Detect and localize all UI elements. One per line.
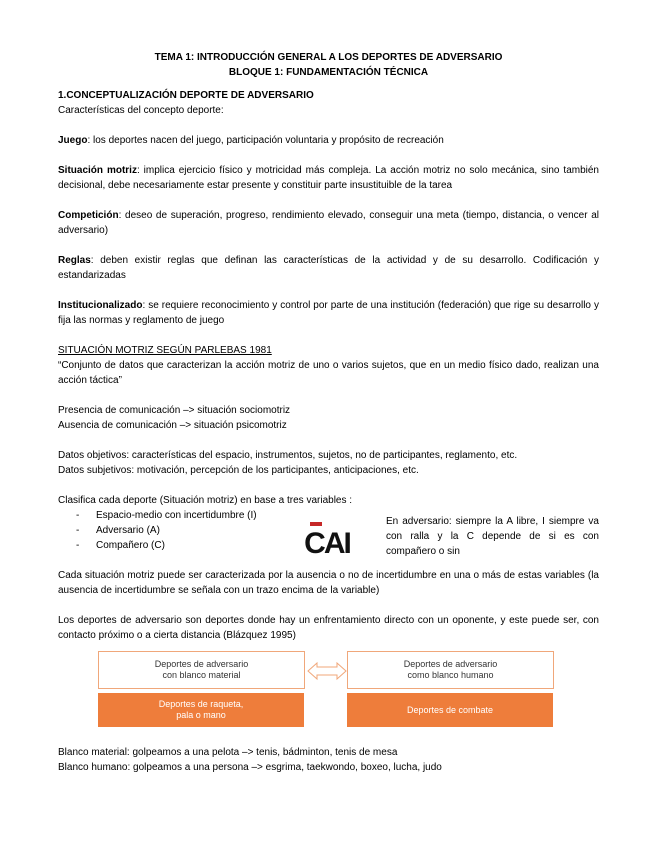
cai-logo <box>304 522 350 556</box>
box-line: pala o mano <box>176 710 226 720</box>
item-term: Juego <box>58 135 88 146</box>
box-line: Deportes de raqueta, <box>158 699 244 709</box>
block-title: BLOQUE 1: FUNDAMENTACIÓN TÉCNICA <box>228 67 429 78</box>
blanco-humano-line: Blanco humano: golpeamos a una persona –> esgrima, taekwondo, boxeo, lucha, judo <box>58 762 442 773</box>
box-line: como blanco humano <box>407 670 494 680</box>
list-item: - Espacio-medio con incertidumbre (I) <box>76 508 306 523</box>
topic-title: TEMA 1: INTRODUCCIÓN GENERAL A LOS DEPORTES DE ADVERSARIO <box>154 52 503 63</box>
sports-diagram <box>58 649 599 737</box>
side-note: En adversario: siempre la A libre, I siempre va con ralla y la C depende de si es con compañero o sin <box>386 516 599 557</box>
deportes-paragraph: Los deportes de adversario son deportes donde hay un enfrentamiento directo con un oponente, y este puede ser, con contacto próximo o a cierta distancia (Blázquez 1995) <box>58 615 599 641</box>
item-text: : deben existir reglas que definan las características de la actividad y de su desarrollo. Codificación y estandarizadas <box>58 255 599 281</box>
list-item: - Adversario (A) <box>76 523 306 538</box>
document-page <box>58 50 599 775</box>
box-combate <box>347 693 553 727</box>
item-text: : deseo de superación, progreso, rendimiento elevado, conseguir una meta (tiempo, distancia, o vencer al adversario) <box>58 210 599 236</box>
item-text: : implica ejercicio físico y motricidad más compleja. La acción motriz no solo mecánica, sino también decisional, debe necesariamente estar presente y constituir parte insustituible de la tarea <box>58 165 599 191</box>
variables-block <box>58 508 599 568</box>
parlebas-quote: “Conjunto de datos que caracterizan la acción motriz de uno o varios sujetos, que en un medio físico dado, realizan una acción táctica” <box>58 360 599 386</box>
item-term: Competición <box>58 210 119 221</box>
item-term: Reglas <box>58 255 91 266</box>
box-line: con blanco material <box>162 670 241 680</box>
section-title: 1.CONCEPTUALIZACIÓN DEPORTE DE ADVERSARIO <box>58 90 314 101</box>
item-reglas <box>58 253 599 283</box>
box-blanco-material <box>98 651 305 689</box>
blanco-material-line: Blanco material: golpeamos a una pelota –> tenis, bádminton, tenis de mesa <box>58 747 398 758</box>
cada-paragraph: Cada situación motriz puede ser caracterizada por la ausencia o no de incertidumbre en una o más de estas variables (la ausencia de incertidumbre se señala con un trazo encima de la variable) <box>58 570 599 596</box>
item-institucionalizado <box>58 298 599 328</box>
parlebas-title: SITUACIÓN MOTRIZ SEGÚN PARLEBAS 1981 <box>58 345 272 356</box>
item-term: Situación motriz <box>58 165 137 176</box>
ausencia-line: Ausencia de comunicación –> situación psicomotriz <box>58 420 287 431</box>
double-arrow-icon <box>307 661 347 681</box>
variables-list <box>76 508 306 553</box>
item-term: Institucionalizado <box>58 300 143 311</box>
box-line: Deportes de adversario <box>154 659 249 669</box>
list-item: - Compañero (C) <box>76 538 306 553</box>
box-blanco-humano <box>347 651 554 689</box>
presencia-line: Presencia de comunicación –> situación sociomotriz <box>58 405 291 416</box>
item-competicion <box>58 208 599 238</box>
clasifica-line: Clasifica cada deporte (Situación motriz) en base a tres variables : <box>58 495 353 506</box>
box-line: Deportes de combate <box>406 704 494 715</box>
section-intro: Características del concepto deporte: <box>58 105 224 116</box>
item-text: : los deportes nacen del juego, participación voluntaria y propósito de recreación <box>87 135 444 146</box>
item-text: : se requiere reconocimiento y control por parte de una institución (federación) que rige su desarrollo y fija las normas y reglamento de juego <box>58 300 599 326</box>
datos-subjetivos: Datos subjetivos: motivación, percepción de los participantes, anticipaciones, etc. <box>58 465 419 476</box>
box-raqueta <box>98 693 304 727</box>
datos-objetivos: Datos objetivos: características del espacio, instrumentos, sujetos, no de participantes, reglamento, etc. <box>58 450 518 461</box>
item-juego <box>58 133 599 148</box>
box-line: Deportes de adversario <box>403 659 498 669</box>
item-situacion-motriz <box>58 163 599 193</box>
logo-text: CAI <box>304 527 350 556</box>
